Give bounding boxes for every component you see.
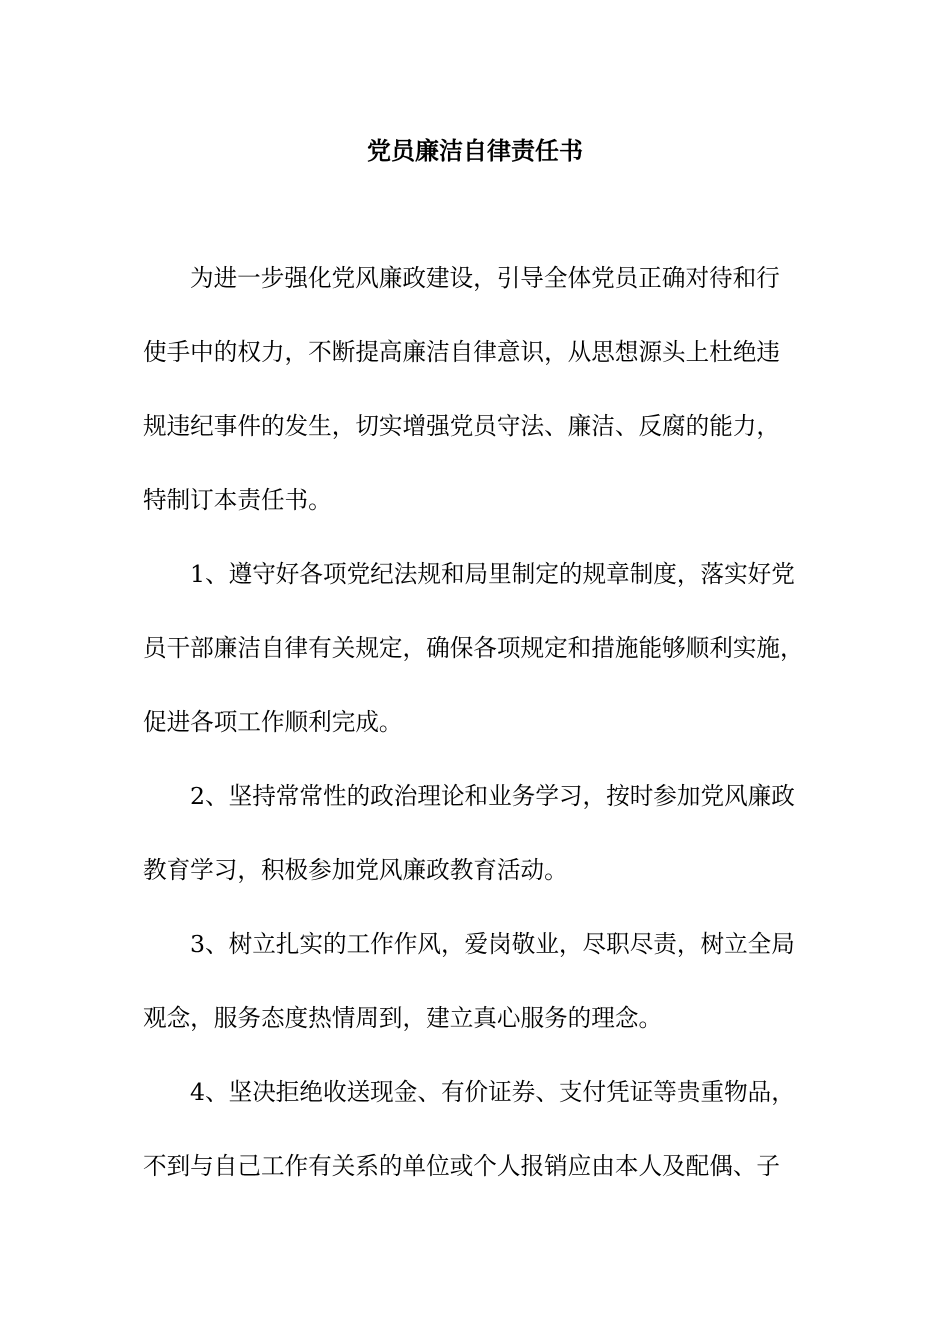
paragraph-line: 不到与自己工作有关系的单位或个人报销应由本人及配偶、子 [143, 1152, 781, 1180]
paragraph-line: 教育学习，积极参加党风廉政教育活动。 [143, 856, 568, 884]
paragraph-line: 促进各项工作顺利完成。 [143, 708, 403, 736]
paragraph-line: 员干部廉洁自律有关规定，确保各项规定和措施能够顺利实施， [143, 634, 804, 662]
paragraph-line: 4、坚决拒绝收送现金、有价证券、支付凭证等贵重物品， [190, 1078, 795, 1106]
paragraph-line: 3、树立扎实的工作作风，爱岗敬业，尽职尽责，树立全局 [190, 930, 795, 958]
paragraph-line: 规违纪事件的发生，切实增强党员守法、廉洁、反腐的能力， [143, 412, 781, 440]
paragraph-line: 2、坚持常常性的政治理论和业务学习，按时参加党风廉政 [190, 782, 795, 810]
document-title: 党员廉洁自律责任书 [367, 136, 583, 165]
paragraph-line: 观念，服务态度热情周到，建立真心服务的理念。 [143, 1004, 663, 1032]
paragraph-line: 使手中的权力，不断提高廉洁自律意识，从思想源头上杜绝违 [143, 338, 781, 366]
paragraph-line: 为进一步强化党风廉政建设，引导全体党员正确对待和行 [190, 264, 780, 292]
paragraph-line: 特制订本责任书。 [143, 486, 332, 514]
paragraph-line: 1、遵守好各项党纪法规和局里制定的规章制度，落实好党 [190, 560, 795, 588]
